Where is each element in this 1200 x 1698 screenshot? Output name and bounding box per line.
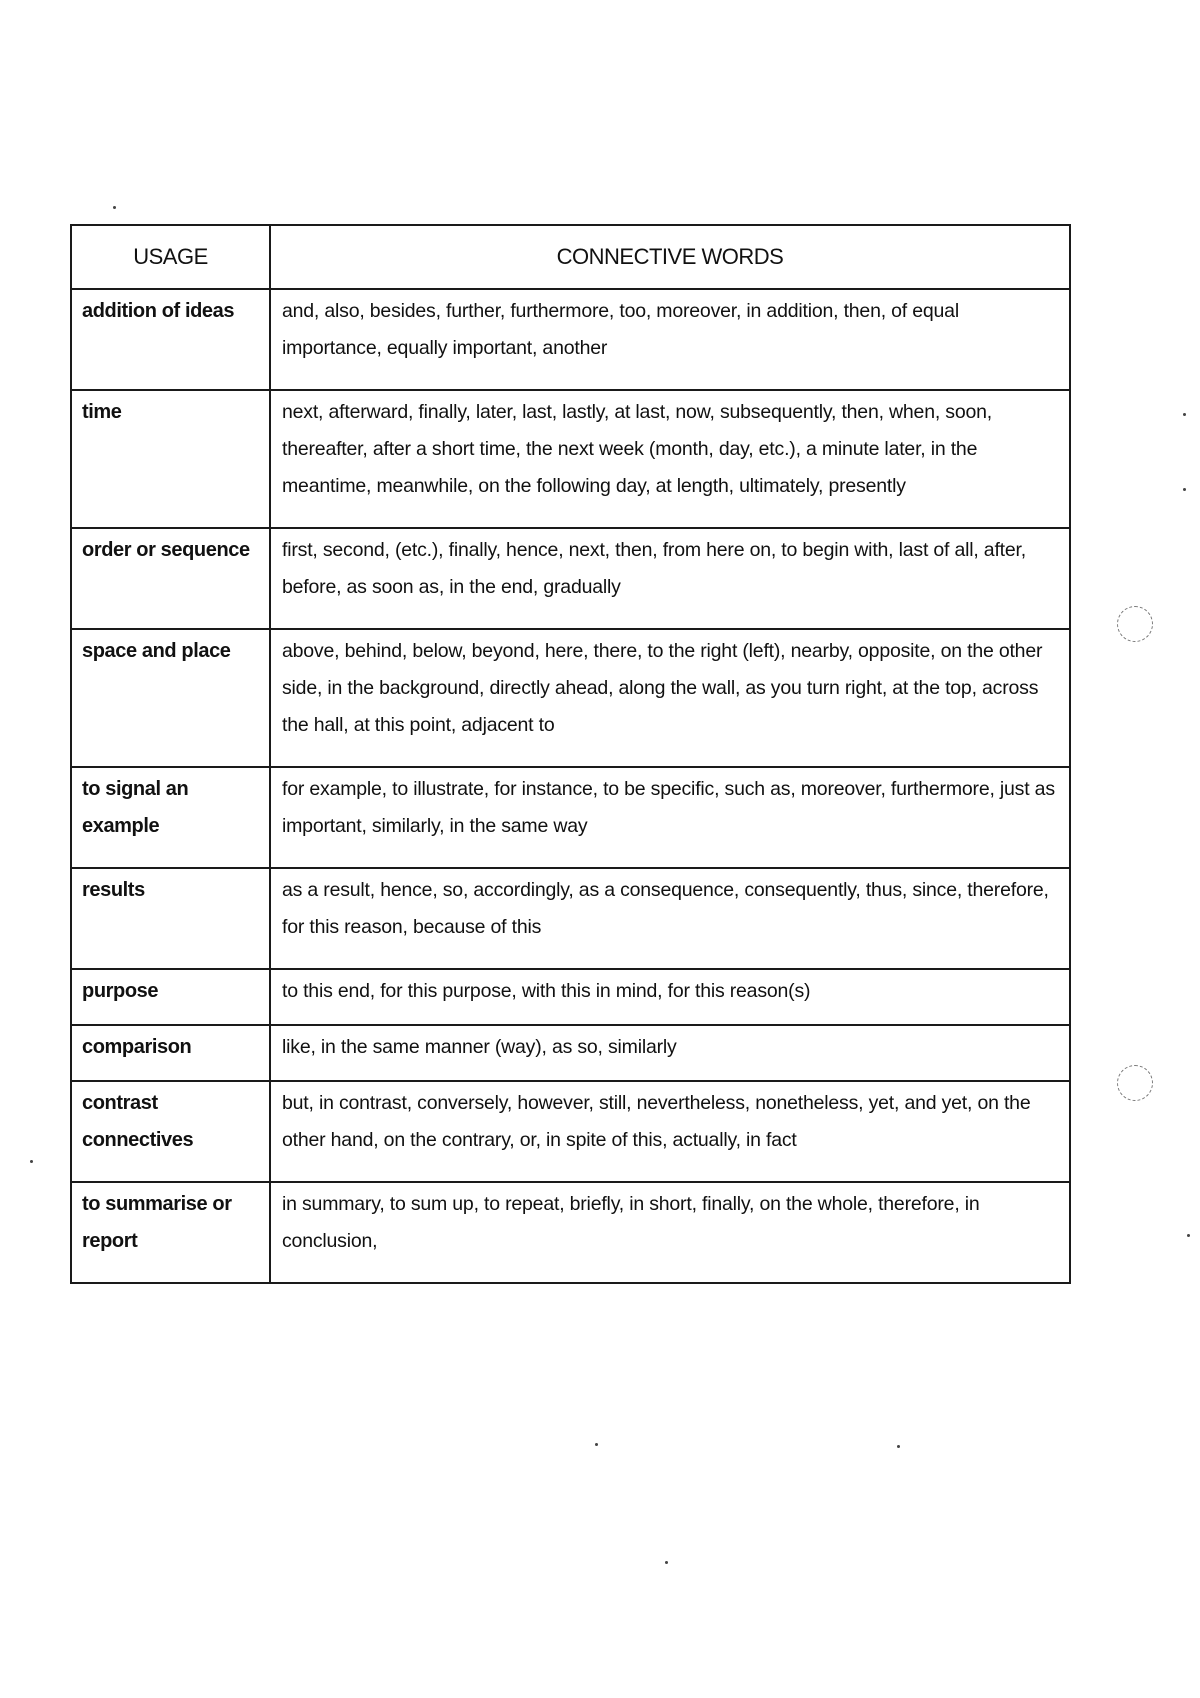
- usage-cell: addition of ideas: [71, 289, 270, 390]
- connective-words-cell: next, afterward, finally, later, last, lastly, at last, now, subsequently, then, when, soon, thereafter, after a short time, the next week (month, day, etc.), a minute later, in the meantime, meanwhile, on the following day, at length, ultimately, presently: [270, 390, 1070, 528]
- punch-hole: [1117, 1065, 1153, 1101]
- usage-cell: comparison: [71, 1025, 270, 1081]
- usage-cell: contrast connectives: [71, 1081, 270, 1182]
- table-row: [71, 1025, 1070, 1081]
- table-row: [71, 289, 1070, 390]
- table-row: [71, 969, 1070, 1025]
- scan-speck: [1187, 1234, 1190, 1237]
- connective-words-cell: and, also, besides, further, furthermore, too, moreover, in addition, then, of equal importance, equally important, another: [270, 289, 1070, 390]
- connective-words-cell: as a result, hence, so, accordingly, as a consequence, consequently, thus, since, therefore, for this reason, because of this: [270, 868, 1070, 969]
- usage-column-header: USAGE: [71, 225, 270, 289]
- connective-words-table: [70, 224, 1071, 1284]
- scan-speck: [665, 1561, 668, 1564]
- scan-speck: [1183, 413, 1186, 416]
- usage-cell: to signal an example: [71, 767, 270, 868]
- scan-speck: [113, 206, 116, 209]
- table-row: [71, 868, 1070, 969]
- usage-cell: results: [71, 868, 270, 969]
- connective-words-cell: to this end, for this purpose, with this in mind, for this reason(s): [270, 969, 1070, 1025]
- table-row: [71, 1081, 1070, 1182]
- scan-speck: [1183, 488, 1186, 491]
- table-row: [71, 767, 1070, 868]
- connective-words-column-header: CONNECTIVE WORDS: [270, 225, 1070, 289]
- connective-words-cell: above, behind, below, beyond, here, there, to the right (left), nearby, opposite, on the other side, in the background, directly ahead, along the wall, as you turn right, at the top, across the hall, at this point, adjacent to: [270, 629, 1070, 767]
- table-row: [71, 629, 1070, 767]
- usage-cell: purpose: [71, 969, 270, 1025]
- scan-speck: [897, 1445, 900, 1448]
- table-row: [71, 528, 1070, 629]
- table-row: [71, 390, 1070, 528]
- scan-speck: [30, 1160, 33, 1163]
- table-row: [71, 1182, 1070, 1283]
- usage-cell: to summarise or report: [71, 1182, 270, 1283]
- connective-words-cell: first, second, (etc.), finally, hence, next, then, from here on, to begin with, last of all, after, before, as soon as, in the end, gradually: [270, 528, 1070, 629]
- table-header-row: [71, 225, 1070, 289]
- connective-words-cell: like, in the same manner (way), as so, similarly: [270, 1025, 1070, 1081]
- connective-words-cell: but, in contrast, conversely, however, still, nevertheless, nonetheless, yet, and yet, on the other hand, on the contrary, or, in spite of this, actually, in fact: [270, 1081, 1070, 1182]
- usage-cell: order or sequence: [71, 528, 270, 629]
- connective-words-cell: for example, to illustrate, for instance, to be specific, such as, moreover, furthermore, just as important, similarly, in the same way: [270, 767, 1070, 868]
- usage-cell: time: [71, 390, 270, 528]
- connective-words-cell: in summary, to sum up, to repeat, briefly, in short, finally, on the whole, therefore, in conclusion,: [270, 1182, 1070, 1283]
- punch-hole: [1117, 606, 1153, 642]
- scan-speck: [595, 1443, 598, 1446]
- usage-cell: space and place: [71, 629, 270, 767]
